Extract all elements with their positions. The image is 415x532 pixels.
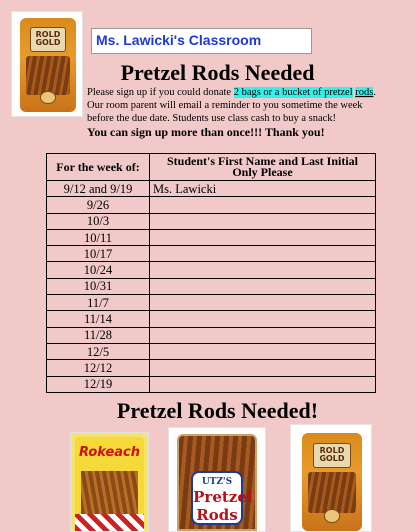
- table-row: [47, 311, 376, 327]
- intro-post: . Our room parent will email a reminder to you sometime the week before the due date. Students use class cash to buy a snack!: [87, 87, 376, 124]
- table-row: [47, 343, 376, 359]
- week-cell: 11/7: [47, 295, 150, 311]
- signup-table: [46, 153, 376, 393]
- intro-highlight-end: rods: [355, 87, 374, 98]
- table-row: [47, 376, 376, 392]
- table-row: [47, 262, 376, 278]
- rokeach-pretzel-bag-image: [70, 432, 149, 532]
- intro-highlight: 2 bags or a bucket of pretzel: [233, 87, 353, 98]
- name-cell[interactable]: [150, 278, 376, 294]
- table-row: [47, 181, 376, 197]
- week-cell: 10/24: [47, 262, 150, 278]
- week-cell: 12/12: [47, 360, 150, 376]
- rokeach-logo: Rokeach: [78, 444, 141, 460]
- name-cell[interactable]: [150, 213, 376, 229]
- header-week: For the week of:: [47, 154, 150, 181]
- name-cell[interactable]: [150, 327, 376, 343]
- name-cell[interactable]: [150, 246, 376, 262]
- week-cell: 10/17: [47, 246, 150, 262]
- classroom-title: Ms. Lawicki's Classroom: [91, 28, 312, 54]
- header-name: Student's First Name and Last Initial Only Please: [150, 154, 376, 181]
- intro-bold-note: You can sign up more than once!!! Thank you!: [87, 125, 325, 139]
- intro-text: [87, 86, 387, 125]
- week-cell: 12/5: [47, 343, 150, 359]
- table-header-row: [47, 154, 376, 181]
- week-cell: 9/26: [47, 197, 150, 213]
- page-title: Pretzel Rods Needed: [120, 60, 315, 85]
- bottom-title: Pretzel Rods Needed!: [116, 398, 319, 423]
- week-cell: 10/3: [47, 213, 150, 229]
- name-cell[interactable]: [150, 343, 376, 359]
- week-cell: 10/31: [47, 278, 150, 294]
- week-cell: 10/11: [47, 229, 150, 245]
- name-cell[interactable]: [150, 197, 376, 213]
- name-cell[interactable]: [150, 360, 376, 376]
- intro-pre: Please sign up if you could donate: [87, 87, 234, 98]
- name-cell[interactable]: [150, 229, 376, 245]
- utz-pretzel-tub-image: [168, 427, 266, 532]
- utz-line2: Rods: [196, 506, 238, 525]
- table-row: [47, 360, 376, 376]
- week-cell: 11/28: [47, 327, 150, 343]
- rold-gold-bag-image-2: [290, 424, 372, 532]
- name-cell[interactable]: [150, 262, 376, 278]
- name-cell[interactable]: [150, 376, 376, 392]
- name-cell[interactable]: Ms. Lawicki: [150, 181, 376, 197]
- week-cell: 9/12 and 9/19: [47, 181, 150, 197]
- table-row: [47, 213, 376, 229]
- table-row: [47, 295, 376, 311]
- rold-gold-logo: ROLD GOLD: [30, 27, 66, 51]
- table-row: [47, 197, 376, 213]
- table-row: [47, 327, 376, 343]
- rold-gold-logo-2: ROLD GOLD: [313, 443, 351, 468]
- table-row: [47, 278, 376, 294]
- utz-label: [191, 471, 253, 525]
- name-cell[interactable]: [150, 311, 376, 327]
- table-row: [47, 229, 376, 245]
- utz-brand: UTZ'S: [201, 477, 233, 488]
- name-cell[interactable]: [150, 295, 376, 311]
- utz-line1: Pretzel: [193, 488, 253, 507]
- table-row: [47, 246, 376, 262]
- week-cell: 12/19: [47, 376, 150, 392]
- week-cell: 11/14: [47, 311, 150, 327]
